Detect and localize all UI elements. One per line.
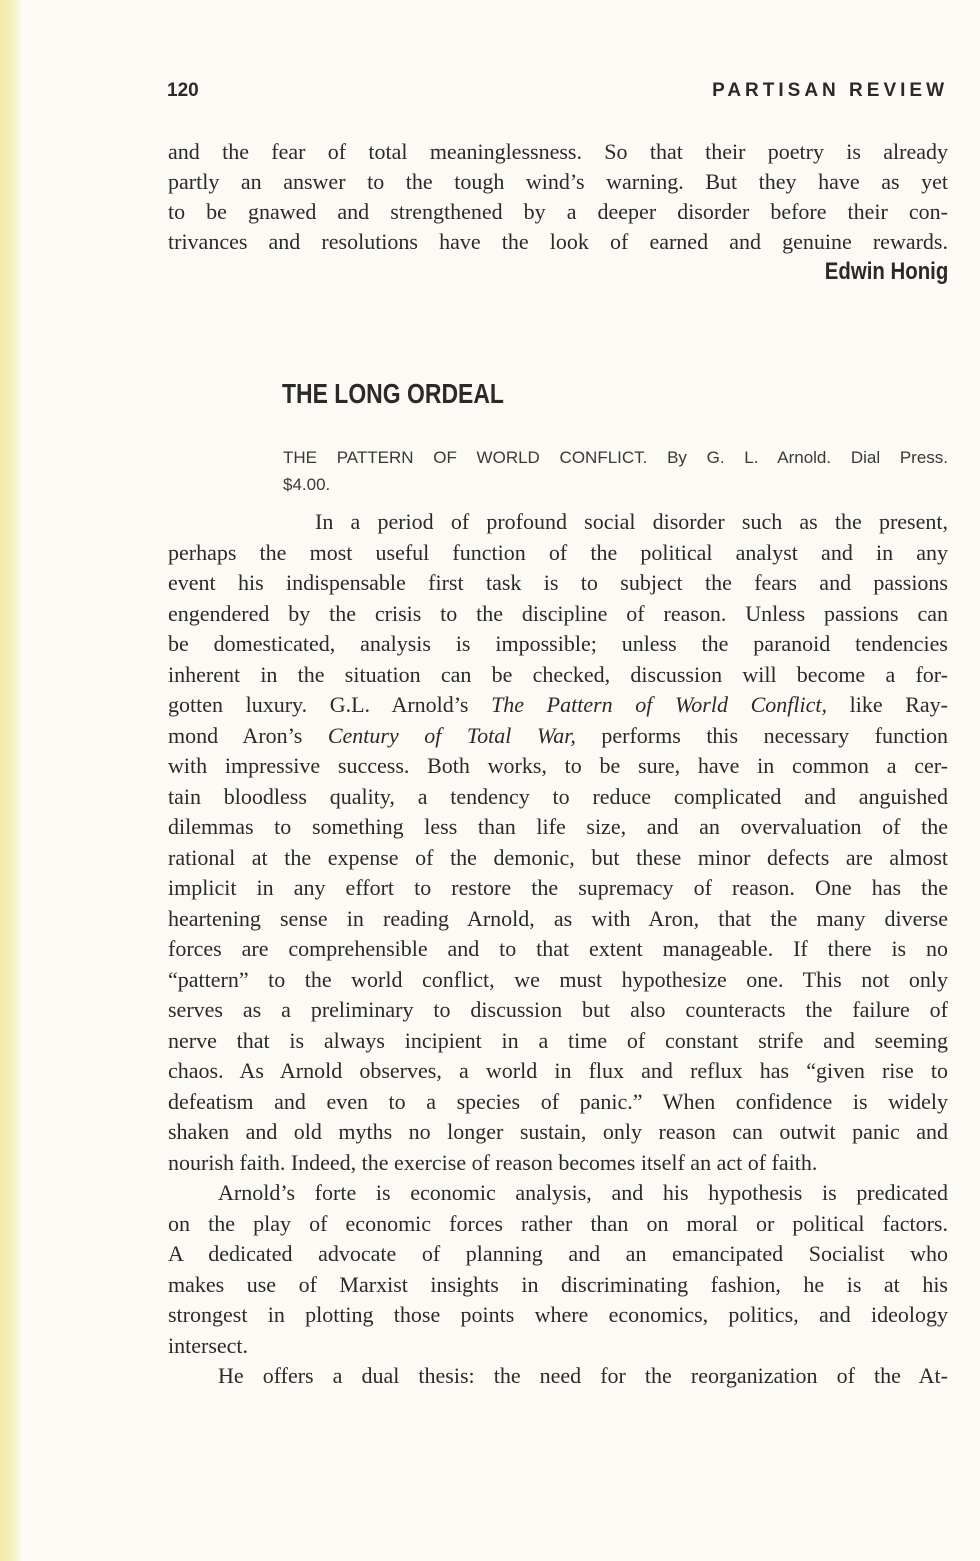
text-run: with impressive success. Both works, to be sure, have in common a cer- xyxy=(168,753,948,778)
text-line xyxy=(168,934,948,964)
text-line xyxy=(168,629,948,659)
text-line xyxy=(315,507,948,537)
text-run: implicit in any effort to restore the supremacy of reason. One has the xyxy=(168,875,948,900)
text-line xyxy=(168,1331,948,1361)
text-line xyxy=(168,660,948,690)
text-run: rational at the expense of the demonic, but these minor defects are almost xyxy=(168,844,948,870)
text-line xyxy=(168,843,948,873)
text-line xyxy=(168,812,948,842)
italic-title: Century of Total War, xyxy=(327,722,576,748)
text-line xyxy=(218,1178,948,1208)
text-line xyxy=(168,1300,948,1330)
text-run: nerve that is always incipient in a time of constant strife and seeming xyxy=(168,1027,948,1053)
text-run: engendered by the crisis to the discipline of reason. Unless passions can xyxy=(168,600,948,626)
text-run: defeatism and even to a species of panic.” When confidence is widely xyxy=(168,1088,948,1114)
text-line xyxy=(168,1056,948,1086)
text-line xyxy=(168,1026,948,1056)
page-edge xyxy=(0,0,22,1561)
text-run: gotten luxury. G.L. Arnold’s xyxy=(168,692,492,717)
text-run: shaken and old myths no longer sustain, only reason can outwit panic and xyxy=(168,1119,948,1144)
page-number: 120 xyxy=(167,80,199,101)
text-line xyxy=(168,1270,948,1300)
text-run: perhaps the most useful function of the political analyst and in any xyxy=(168,539,948,565)
text-line xyxy=(168,873,948,903)
text-line xyxy=(168,568,948,598)
text-run: dilemmas to something less than life size, and an overvaluation of the xyxy=(168,814,948,839)
text-run: nourish faith. Indeed, the exercise of reason becomes itself an act of faith. xyxy=(168,1149,818,1175)
text-run: inherent in the situation can be checked, discussion will become a for- xyxy=(168,661,948,687)
review-title: THE LONG ORDEAL xyxy=(282,378,504,409)
text-line xyxy=(168,782,948,812)
text-run: He offers a dual thesis: the need for the reorganization of the At- xyxy=(218,1363,948,1388)
text-line xyxy=(168,1087,948,1117)
text-run: chaos. As Arnold observes, a world in flux and reflux has “given rise to xyxy=(168,1058,948,1083)
text-run: heartening sense in reading Arnold, as with Aron, that the many diverse xyxy=(168,905,948,931)
text-line: partly an answer to the tough wind’s warning. But they have as yet xyxy=(168,169,948,194)
text-run: In a period of profound social disorder such as the present, xyxy=(315,509,948,534)
text-line xyxy=(168,599,948,629)
text-run: Arnold’s forte is economic analysis, and his hypothesis is predicated xyxy=(218,1180,948,1205)
text-run: like Ray- xyxy=(826,692,948,717)
text-run: on the play of economic forces rather than on moral or political factors. xyxy=(168,1210,948,1236)
text-line xyxy=(168,995,948,1025)
text-line xyxy=(168,1148,948,1178)
text-run: tain bloodless quality, a tendency to reduce complicated and anguished xyxy=(168,783,948,809)
text-run: strongest in plotting those points where economics, politics, and ideology xyxy=(168,1302,948,1327)
text-line xyxy=(168,1117,948,1147)
text-line xyxy=(168,965,948,995)
text-line xyxy=(168,690,948,720)
text-run: mond Aron’s xyxy=(168,722,328,748)
italic-title: The Pattern of World Conflict, xyxy=(491,692,827,717)
text-run: A dedicated advocate of planning and an emancipated Socialist who xyxy=(168,1241,948,1266)
text-line xyxy=(168,721,948,751)
text-run: makes use of Marxist insights in discriminating fashion, he is at his xyxy=(168,1271,948,1297)
text-line: to be gnawed and strengthened by a deeper disorder before their con- xyxy=(168,199,948,224)
running-header: PARTISAN REVIEW xyxy=(712,80,948,101)
text-line xyxy=(168,538,948,568)
book-price: $4.00. xyxy=(283,475,331,494)
text-line: trivances and resolutions have the look of earned and genuine rewards. xyxy=(168,229,948,254)
text-run: serves as a preliminary to discussion but also counteracts the failure of xyxy=(168,997,948,1022)
book-citation: THE PATTERN OF WORLD CONFLICT. By G. L. Arnold. Dial Press. xyxy=(283,448,948,467)
text-run: “pattern” to the world conflict, we must hypothesize one. This not only xyxy=(168,966,948,992)
text-line xyxy=(218,1361,948,1391)
text-run: intersect. xyxy=(168,1332,249,1358)
text-line xyxy=(168,904,948,934)
text-run: be domesticated, analysis is impossible; unless the paranoid tendencies xyxy=(168,631,948,656)
text-line xyxy=(168,751,948,781)
review-author: Edwin Honig xyxy=(824,258,948,285)
text-line: and the fear of total meaninglessness. So that their poetry is already xyxy=(168,139,948,164)
text-line xyxy=(168,1239,948,1269)
text-run: forces are comprehensible and to that extent manageable. If there is no xyxy=(168,936,948,961)
text-run: event his indispensable first task is to subject the fears and passions xyxy=(168,570,948,595)
text-run: performs this necessary function xyxy=(575,722,948,748)
text-line xyxy=(168,1209,948,1239)
